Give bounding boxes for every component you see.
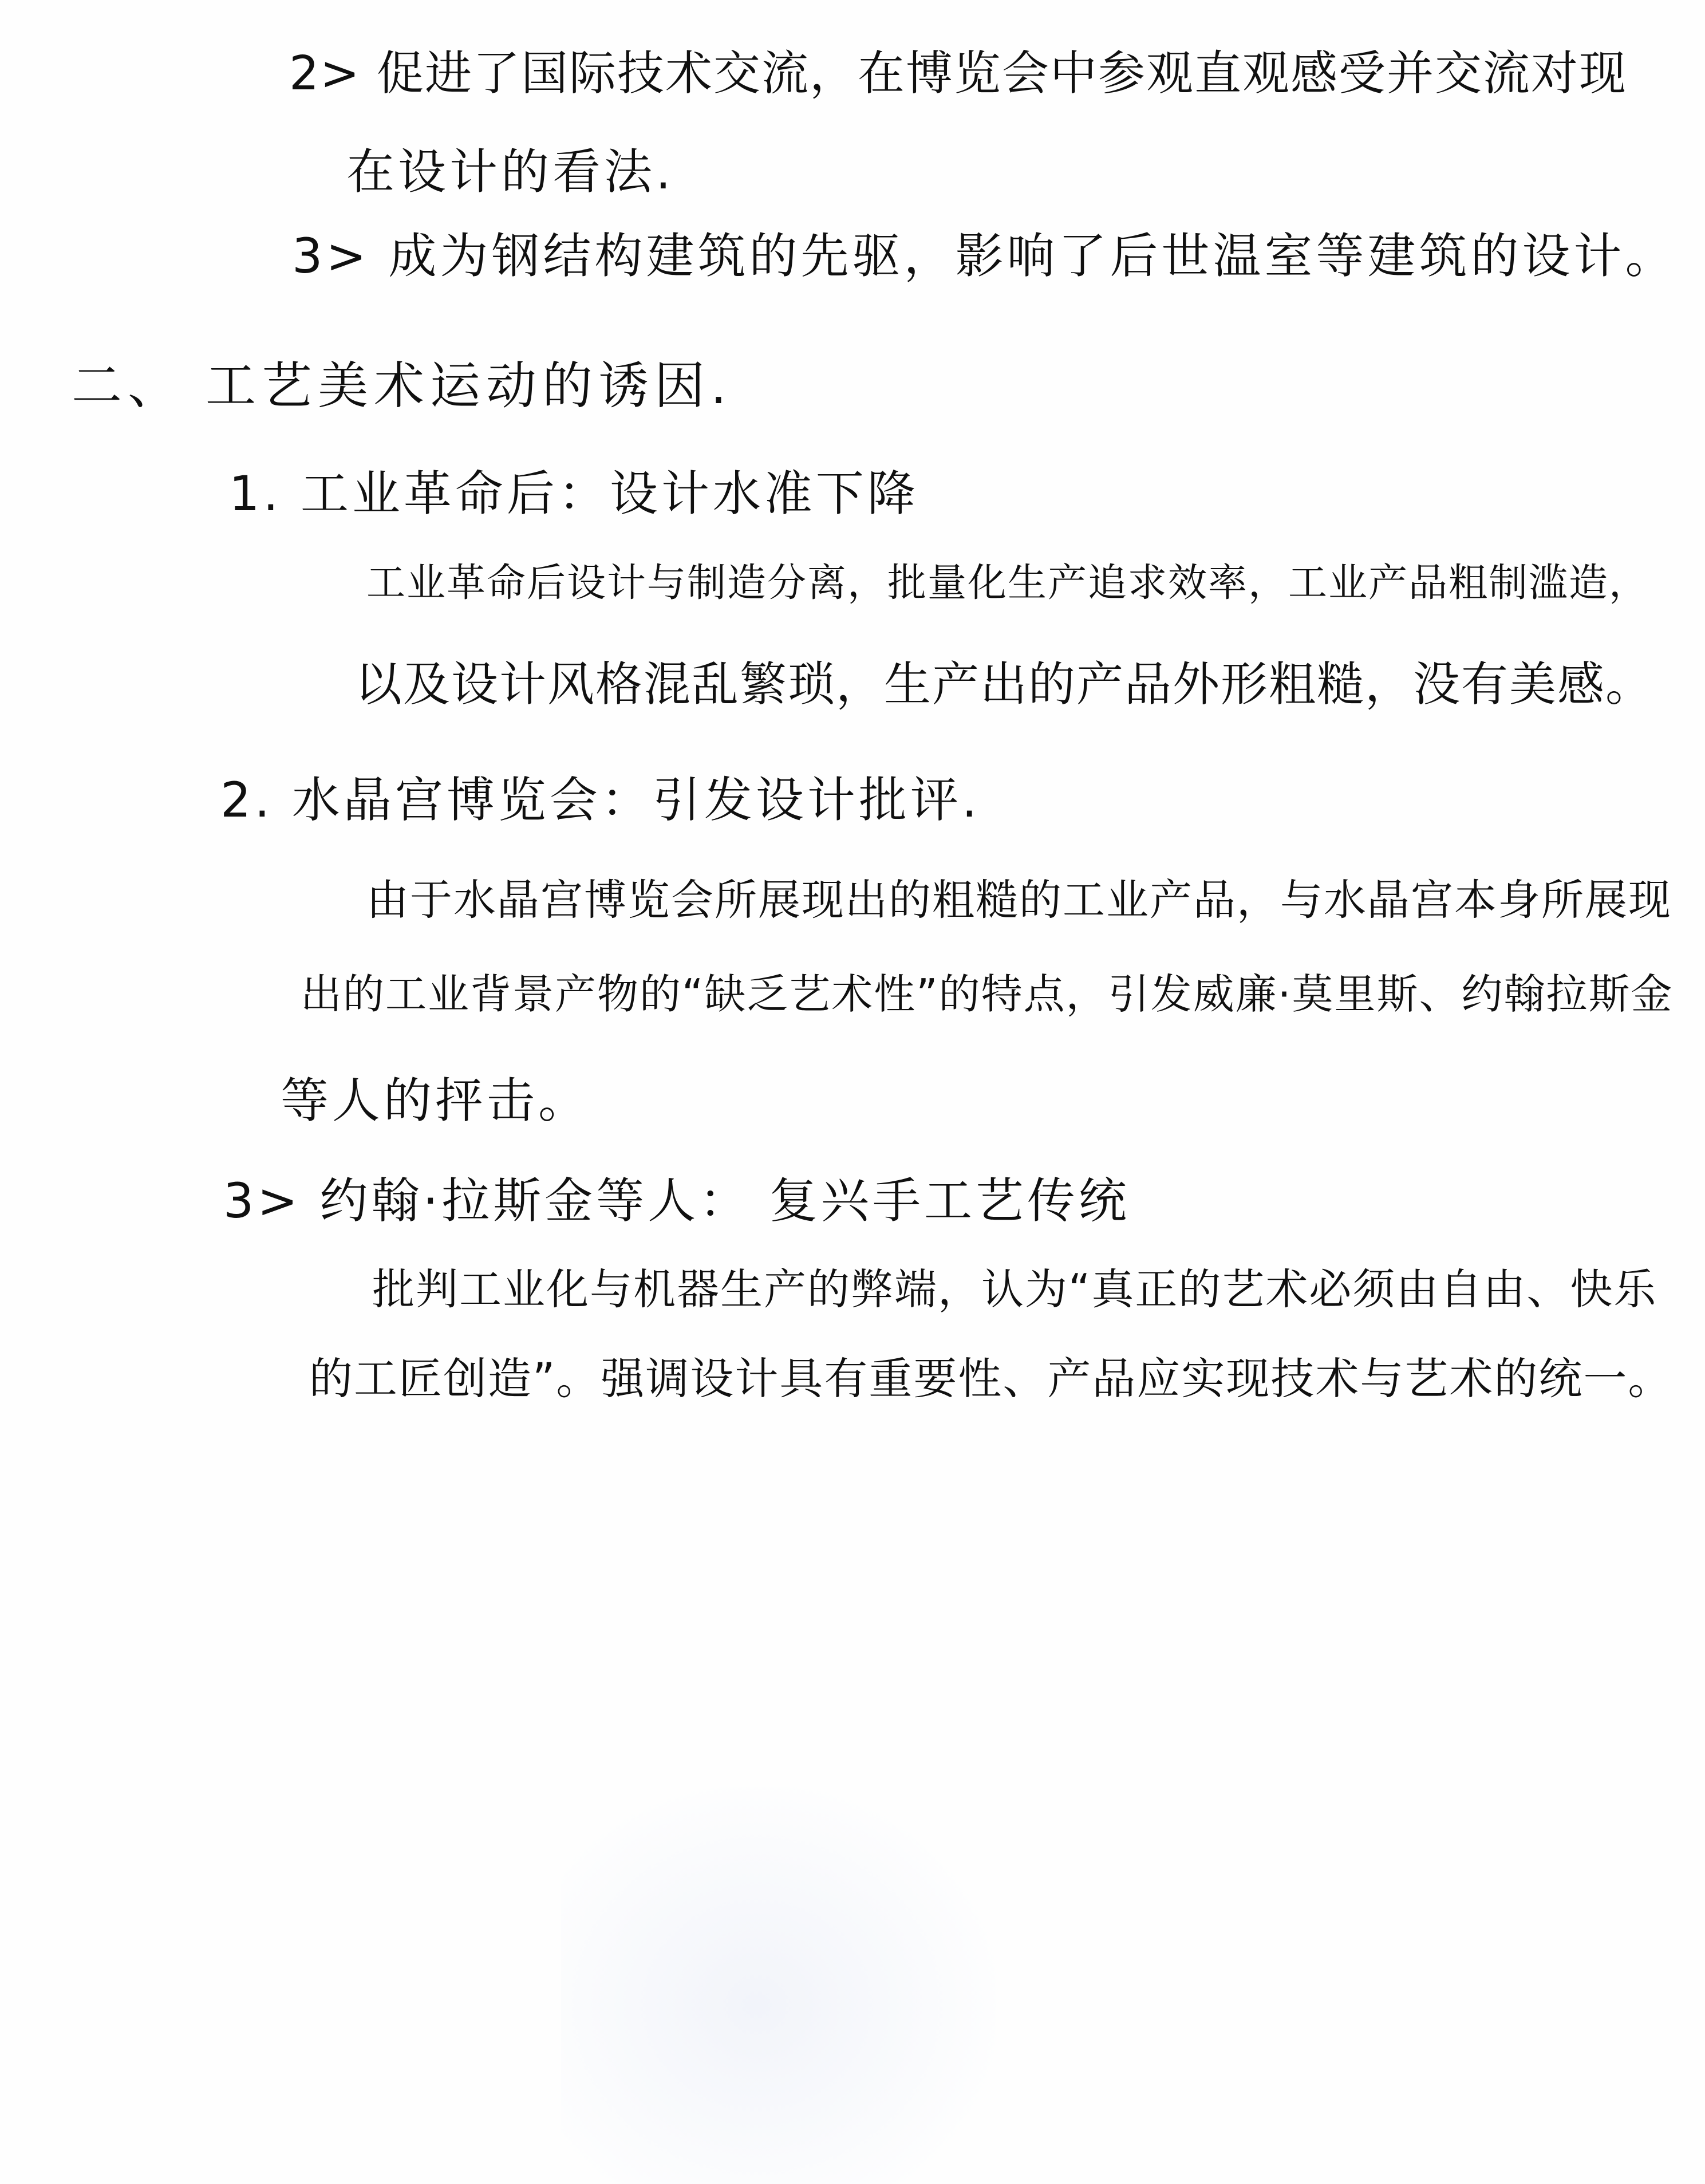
note-line: 3> 成为钢结构建筑的先驱，影响了后世温室等建筑的设计。 [292, 228, 1677, 284]
subsection-heading: 2. 水晶宫博览会：引发设计批评. [220, 772, 981, 828]
note-line: 等人的抨击。 [281, 1073, 590, 1129]
note-line: 工业革命后设计与制造分离，批量化生产追求效率，工业产品粗制滥造， [366, 561, 1649, 606]
paper-shadow [561, 1787, 996, 2184]
section-heading: 二、 工艺美术运动的诱因. [72, 356, 732, 415]
note-line: 在设计的看法. [346, 144, 674, 200]
subsection-heading: 3> 约翰·拉斯金等人： 复兴手工艺传统 [223, 1173, 1130, 1229]
note-line: 2> 促进了国际技术交流，在博览会中参观直观感受并交流对现 [289, 46, 1627, 101]
subsection-heading: 1. 工业革命后：设计水准下降 [229, 466, 919, 522]
note-line: 以及设计风格混乱繁琐，生产出的产品外形粗糙，没有美感。 [355, 657, 1654, 712]
note-line: 批判工业化与机器生产的弊端，认为“真正的艺术必须由自由、快乐 [372, 1265, 1657, 1314]
note-line: 的工匠创造”。强调设计具有重要性、产品应实现技术与艺术的统一。 [309, 1353, 1673, 1404]
note-line: 出的工业背景产物的“缺乏艺术性”的特点，引发威廉·莫里斯、约翰拉斯金 [301, 970, 1674, 1018]
note-line: 由于水晶宫博览会所展现出的粗糙的工业产品，与水晶宫本身所展现 [366, 876, 1672, 925]
